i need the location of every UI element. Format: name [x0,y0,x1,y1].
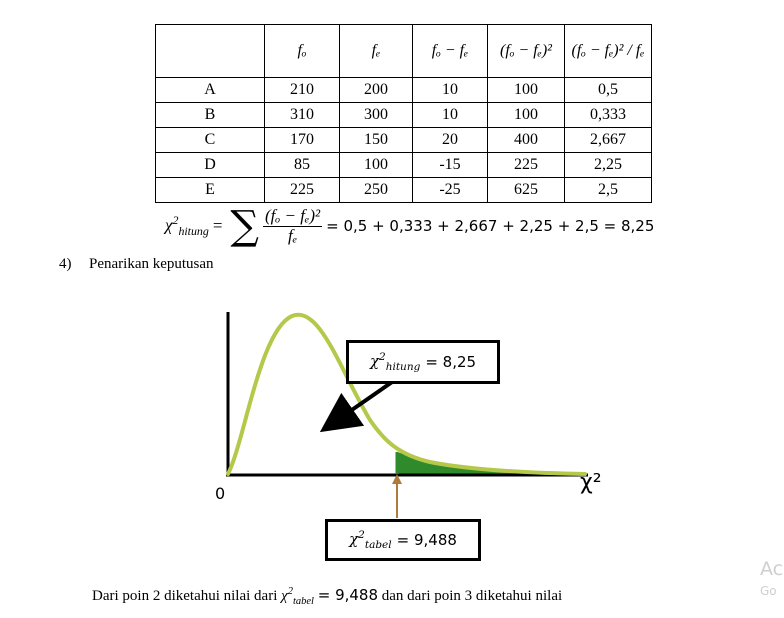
row-label-cell: C [156,128,265,153]
row-label-cell: E [156,178,265,203]
row-label-cell: D [156,153,265,178]
step-number: 4) [59,256,72,272]
table-cell: 100 [488,103,565,128]
conclusion-text [92,586,562,607]
table-cell: 225 [488,153,565,178]
tabel-symbol: $\chi^2_{tabel}$ [349,529,392,551]
hitung-pointer-arrow [333,380,395,423]
table-cell: 150 [340,128,413,153]
table-cell: 2,5 [565,178,652,203]
table-cell: 100 [488,78,565,103]
table-cell: -25 [413,178,488,203]
distribution-curve [228,315,585,474]
chi-tabel-box [325,519,481,561]
table-cell: 200 [340,78,413,103]
hitung-symbol: $\chi^2_{hitung}$ [369,351,421,373]
row-label-cell: A [156,78,265,103]
table-cell: 210 [265,78,340,103]
table-cell: 0,333 [565,103,652,128]
table-cell: 225 [265,178,340,203]
table-cell: 2,667 [565,128,652,153]
table-cell: 300 [340,103,413,128]
table-cell: 10 [413,78,488,103]
table-cell: 10 [413,103,488,128]
table-cell: 100 [340,153,413,178]
table-header-cell: (fₒ − fₑ)² [488,25,565,78]
chi-hitung-box [346,340,500,384]
step-text: Penarikan keputusan [89,256,214,272]
hitung-value: = 8,25 [425,353,477,371]
formula-numerator: (fₒ − fₑ)² [264,205,321,225]
conclusion-before: Dari poin 2 diketahui nilai dari [92,588,282,604]
table-cell: 2,25 [565,153,652,178]
table-header-cell: (fₒ − fₑ)² / fₑ [565,25,652,78]
table-cell: 20 [413,128,488,153]
table-cell: 85 [265,153,340,178]
conclusion-symbol: $\chi^2_{tabel}$ [281,586,314,607]
table-cell: 0,5 [565,78,652,103]
table-header-cell: fₑ [340,25,413,78]
formula-equals: = [212,216,223,235]
row-label-cell: B [156,103,265,128]
table-header-cell: fₒ − fₑ [413,25,488,78]
table-cell: 170 [265,128,340,153]
conclusion-after: dan dari poin 3 diketahui nilai [378,588,563,604]
origin-label: 0 [215,484,226,503]
formula-symbol: $\chi^2_{hitung}$ [165,212,209,239]
activation-watermark-subtitle: Go [760,584,777,598]
formula-denominator: fₑ [287,225,298,245]
table-header-cell: fₒ [265,25,340,78]
table-cell: -15 [413,153,488,178]
table-cell: 625 [488,178,565,203]
table-cell: 310 [265,103,340,128]
tabel-value: = 9,488 [396,531,457,549]
table-cell: 400 [488,128,565,153]
conclusion-value: = 9,488 [317,586,379,604]
table-cell: 250 [340,178,413,203]
formula-result: = 0,5 + 0,333 + 2,667 + 2,25 + 2,5 = 8,25 [326,217,655,235]
sigma-icon: ∑ [230,203,259,249]
x-axis-label: χ² [580,470,602,495]
activation-watermark-title: Ac [760,558,784,580]
